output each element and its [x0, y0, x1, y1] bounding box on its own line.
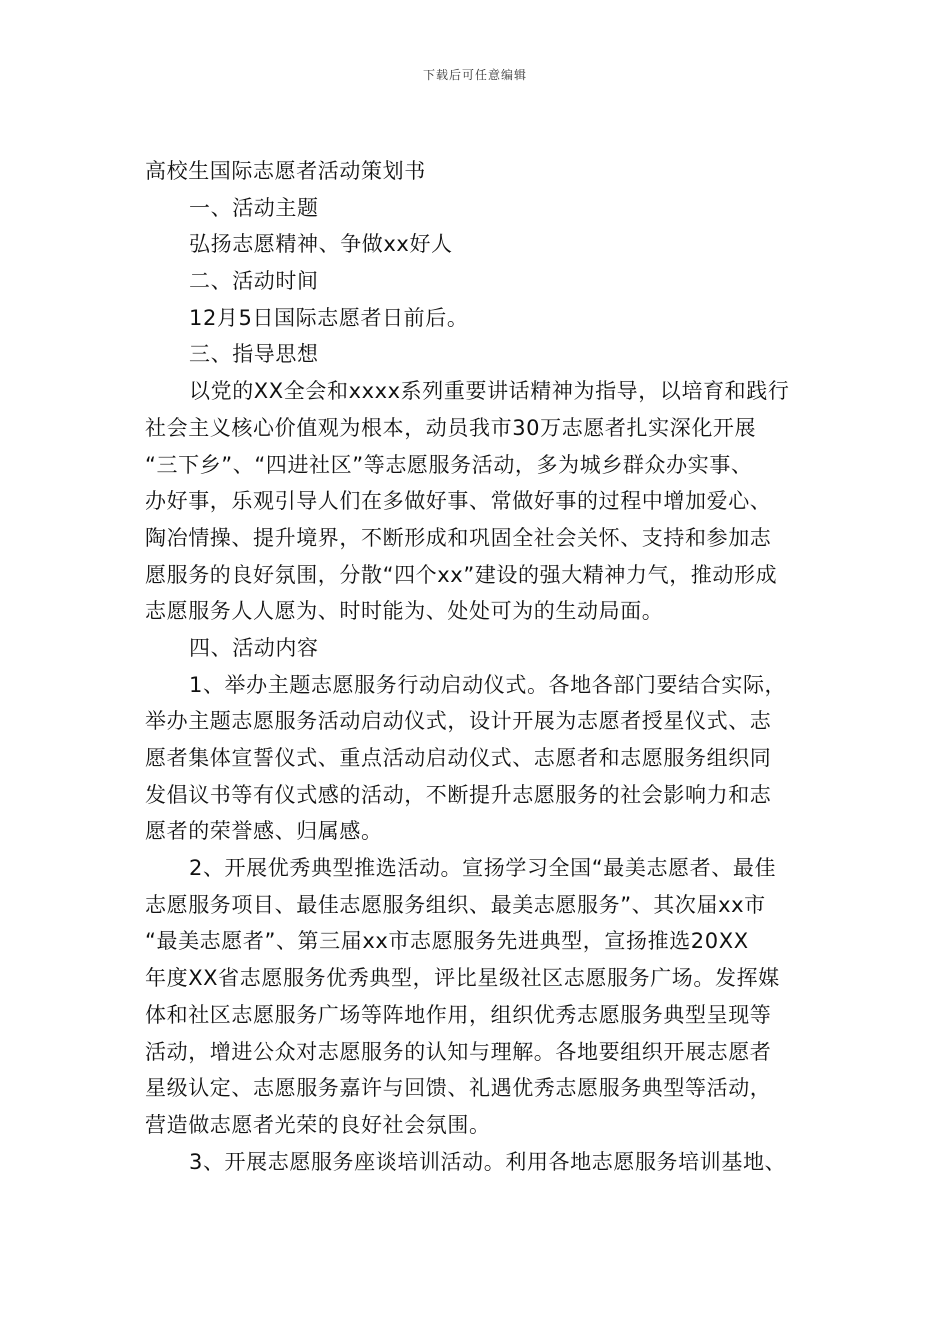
- text-line: 四、活动内容: [189, 635, 319, 660]
- text-line: 发倡议书等有仪式感的活动，不断提升志愿服务的社会影响力和志: [145, 782, 772, 807]
- text-line: 年度XX省志愿服务优秀典型，评比星级社区志愿服务广场。发挥媒: [145, 966, 780, 991]
- text-line: 12月5日国际志愿者日前后。: [189, 305, 469, 330]
- text-line: 营造做志愿者光荣的良好社会氛围。: [145, 1112, 491, 1137]
- text-line: 体和社区志愿服务广场等阵地作用，组织优秀志愿服务典型呈现等: [145, 1002, 772, 1027]
- text-line: 3、开展志愿服务座谈培训活动。利用各地志愿服务培训基地、: [189, 1149, 787, 1174]
- text-line: 弘扬志愿精神、争做xx好人: [189, 232, 453, 257]
- text-line: 星级认定、志愿服务嘉许与回馈、礼遇优秀志愿服务典型等活动，: [145, 1076, 772, 1101]
- text-line: 志愿服务项目、最佳志愿服务组织、最美志愿服务”、其次届xx市: [145, 892, 766, 917]
- text-line: 愿者集体宣誓仪式、重点活动启动仪式、志愿者和志愿服务组织同: [145, 746, 772, 770]
- text-line: “最美志愿者”、第三届xx市志愿服务先进典型，宣扬推选20XX: [145, 929, 749, 954]
- text-line: 一、活动主题: [189, 195, 319, 220]
- text-line: 2、开展优秀典型推选活动。宣扬学习全国“最美志愿者、最佳: [189, 856, 777, 881]
- header-note: 下载后可任意编辑: [422, 68, 527, 82]
- text-line: 二、活动时间: [189, 269, 319, 294]
- text-line: 三、指导思想: [189, 342, 319, 367]
- text-line: 以党的XX全会和xxxx系列重要讲话精神为指导，以培育和践行: [189, 379, 790, 404]
- document-title: 高校生国际志愿者活动策划书: [145, 159, 426, 183]
- text-line: 愿服务的良好氛围，分散“四个xx”建设的强大精神力气，推动形成: [145, 562, 778, 587]
- text-line: 举办主题志愿服务活动启动仪式，设计开展为志愿者授星仪式、志: [145, 709, 772, 734]
- text-line: “三下乡”、“四进社区”等志愿服务活动，多为城乡群众办实事、: [145, 452, 753, 477]
- text-line: 志愿服务人人愿为、时时能为、处处可为的生动局面。: [145, 599, 664, 624]
- text-line: 1、举办主题志愿服务行动启动仪式。各地各部门要结合实际，: [189, 672, 787, 697]
- text-line: 办好事，乐观引导人们在多做好事、常做好事的过程中增加爱心、: [145, 489, 772, 514]
- text-line: 陶冶情操、提升境界，不断形成和巩固全社会关怀、支持和参加志: [145, 525, 772, 550]
- text-line: 社会主义核心价值观为根本，动员我市30万志愿者扎实深化开展: [145, 415, 757, 440]
- text-line: 愿者的荣誉感、归属感。: [145, 819, 383, 844]
- document-body: [145, 153, 810, 1180]
- text-line: 活动，增进公众对志愿服务的认知与理解。各地要组织开展志愿者: [145, 1039, 772, 1064]
